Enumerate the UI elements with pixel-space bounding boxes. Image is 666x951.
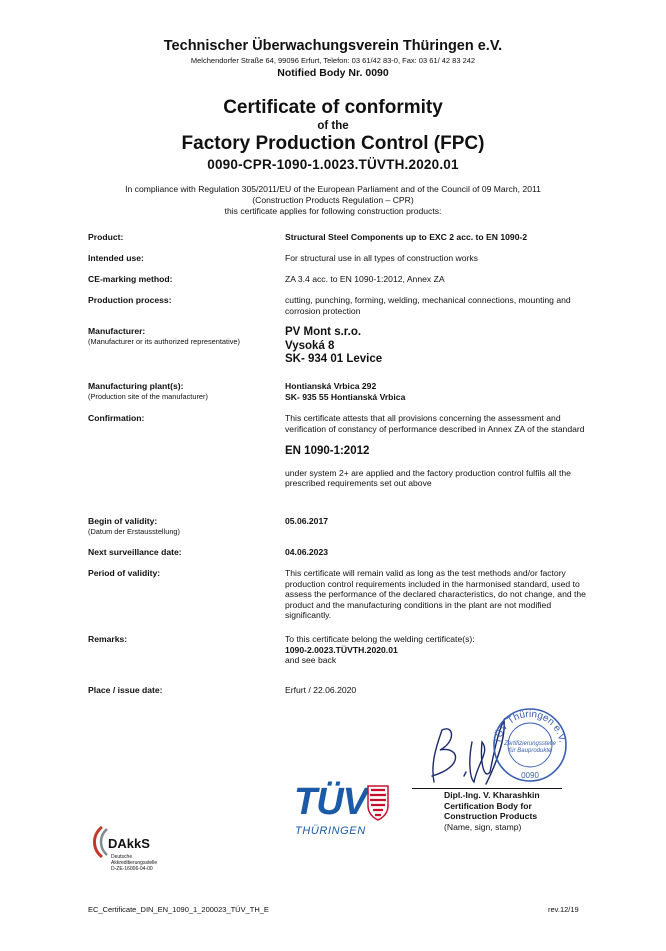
dakks-line-3: D-ZE-16006-04-00 [111, 866, 153, 872]
footer-document-id: EC_Certificate_DIN_EN_1090_1_200023_TÜV_TH_E [88, 905, 269, 914]
production-process-label: Production process: [88, 295, 172, 305]
remarks-welding-certificate: 1090-2.0023.TÜVTH.2020.01 [285, 644, 398, 655]
intro-line-3: this certificate applies for following construction products: [224, 206, 442, 216]
tuv-logo-text: TÜV [294, 781, 367, 823]
dakks-logo [92, 823, 182, 878]
plant-sublabel: (Production site of the manufacturer) [88, 391, 208, 401]
intro-line-1: In compliance with Regulation 305/2011/EU of the European Parliament and of the Council of 09 March, 2011 [125, 184, 541, 194]
next-surveillance-value: 04.06.2023 [285, 547, 329, 557]
begin-validity-value: 05.06.2017 [285, 516, 329, 526]
plant-label [88, 381, 278, 401]
plant-street: Hontianská Vrbica 292 [285, 381, 377, 391]
intended-use-label: Intended use: [88, 253, 144, 263]
dakks-line-1: Deutsche [111, 854, 133, 860]
notified-body: Notified Body Nr. 0090 [277, 67, 389, 79]
organization-address: Melchendorfer Straße 64, 99096 Erfurt, Telefon: 03 61/42 83-0, Fax: 03 61/ 42 83 242 [190, 56, 476, 65]
product-label: Product: [88, 232, 124, 242]
certification-stamp [490, 705, 570, 785]
intro-line-2: (Construction Products Regulation – CPR) [252, 195, 414, 205]
tuv-thuringen-logo [292, 780, 392, 838]
signatory-name: Dipl.-Ing. V. Kharashkin [444, 790, 540, 800]
signatory-note: (Name, sign, stamp) [444, 821, 522, 832]
begin-validity-sublabel: (Datum der Erstausstellung) [88, 526, 181, 536]
period-validity-label: Period of validity: [88, 568, 161, 578]
confirmation-value [285, 413, 590, 489]
signatory-products: Construction Products [444, 811, 538, 821]
period-validity-value: This certificate will remain valid as long as the test methods and/or factory production control requirements included in the harmonised standard, used to assess the performance of the declared characteristics, do not change, and the product and the manufacturing conditions in the plant are not modified significantly. [285, 568, 586, 620]
intended-use-value: For structural use in all types of construction works [285, 253, 478, 263]
manufacturer-value [285, 326, 590, 367]
plant-label-text: Manufacturing plant(s): [88, 381, 184, 391]
certificate-subtitle: Factory Production Control (FPC) [181, 133, 485, 154]
remarks-value [285, 634, 590, 666]
manufacturer-name: PV Mont s.r.o. [285, 326, 362, 338]
certificate-title-of: of the [317, 120, 349, 132]
signature-block [444, 790, 540, 832]
certificate-title: Certificate of conformity [223, 97, 443, 118]
begin-validity-label-text: Begin of validity: [88, 516, 158, 526]
confirmation-text-1: This certificate attests that all provisions concerning the assessment and verification of constancy of performance described in Annex ZA of the standard [285, 413, 585, 434]
remarks-label: Remarks: [88, 634, 128, 644]
stamp-ring-text: TÜV Thüringen e.V. [492, 708, 568, 745]
intro-text [0, 184, 666, 217]
dakks-logo-text: DAkkS [108, 836, 150, 851]
stamp-inner-line-1: Zertifizierungsstelle [504, 741, 556, 747]
footer-revision: rev.12/19 [548, 905, 579, 914]
place-date-label: Place / issue date: [88, 685, 163, 695]
tuv-logo-subtext: THÜRINGEN [295, 825, 366, 837]
organization-name: Technischer Überwachungsverein Thüringen e.V. [163, 38, 503, 54]
confirmation-standard: EN 1090-1:2012 [285, 445, 370, 457]
ce-marking-label: CE-marking method: [88, 274, 173, 284]
ce-marking-value: ZA 3.4 acc. to EN 1090-1:2012, Annex ZA [285, 274, 445, 284]
signature-line [412, 788, 562, 789]
begin-validity-label [88, 516, 278, 536]
place-date-value: Erfurt / 22.06.2020 [285, 685, 357, 695]
remarks-line-1: To this certificate belong the welding certificate(s): [285, 634, 475, 644]
dakks-line-2: Akkreditierungsstelle [111, 860, 158, 866]
plant-value [285, 381, 590, 402]
confirmation-text-2: under system 2+ are applied and the factory production control fulfils all the prescribed requirements set out above [285, 467, 571, 488]
stamp-inner-line-2: für Bauprodukte [508, 748, 552, 754]
signatory-body: Certification Body for [444, 800, 532, 811]
manufacturer-street: Vysoká 8 [285, 339, 335, 352]
confirmation-label: Confirmation: [88, 413, 145, 423]
manufacturer-label-text: Manufacturer: [88, 326, 146, 336]
production-process-value: cutting, punching, forming, welding, mechanical connections, mounting and corrosion protection [285, 295, 571, 316]
thuringen-crest-icon [368, 786, 388, 820]
manufacturer-label [88, 326, 278, 346]
manufacturer-sublabel: (Manufacturer or its authorized representative) [88, 336, 240, 346]
svg-text:TÜV Thüringen e.V. [492, 709, 568, 745]
next-surveillance-label: Next surveillance date: [88, 547, 182, 557]
stamp-number: 0090 [521, 771, 539, 780]
certificate-number: 0090-CPR-1090-1.0023.TÜVTH.2020.01 [207, 157, 459, 172]
manufacturer-city: SK- 934 01 Levice [285, 353, 383, 365]
plant-city: SK- 935 55 Hontianská Vrbica [285, 391, 406, 402]
product-value: Structural Steel Components up to EXC 2 acc. to EN 1090-2 [285, 232, 528, 242]
remarks-line-3: and see back [285, 655, 337, 665]
